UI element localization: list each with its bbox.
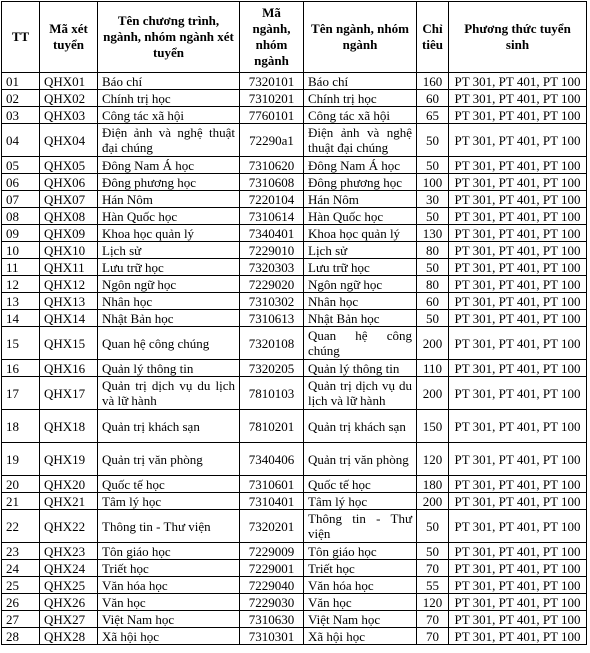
cell-major-code: 7229009 bbox=[240, 543, 304, 560]
cell-method: PT 301, PT 401, PT 100 bbox=[449, 259, 587, 276]
cell-quota: 30 bbox=[417, 191, 449, 208]
cell-tt: 06 bbox=[2, 174, 40, 191]
cell-major-code: 7340406 bbox=[240, 443, 304, 476]
cell-method: PT 301, PT 401, PT 100 bbox=[449, 276, 587, 293]
cell-code: QHX27 bbox=[40, 611, 98, 628]
cell-major: Đông phương học bbox=[304, 174, 417, 191]
cell-program: Việt Nam học bbox=[98, 611, 240, 628]
cell-major: Hán Nôm bbox=[304, 191, 417, 208]
header-program: Tên chương trình, ngành, nhóm ngành xét tuyển bbox=[98, 2, 240, 73]
cell-major: Nhật Bản học bbox=[304, 310, 417, 327]
cell-code: QHX21 bbox=[40, 493, 98, 510]
cell-tt: 21 bbox=[2, 493, 40, 510]
cell-quota: 50 bbox=[417, 310, 449, 327]
table-row bbox=[2, 293, 587, 310]
cell-tt: 03 bbox=[2, 107, 40, 124]
cell-tt: 12 bbox=[2, 276, 40, 293]
cell-tt: 27 bbox=[2, 611, 40, 628]
cell-major-code: 7310301 bbox=[240, 628, 304, 645]
cell-major-code: 7320101 bbox=[240, 73, 304, 90]
cell-major: Quản lý thông tin bbox=[304, 360, 417, 377]
cell-program: Nhân học bbox=[98, 293, 240, 310]
cell-tt: 09 bbox=[2, 225, 40, 242]
cell-code: QHX05 bbox=[40, 157, 98, 174]
cell-program: Đông phương học bbox=[98, 174, 240, 191]
cell-quota: 200 bbox=[417, 493, 449, 510]
cell-quota: 50 bbox=[417, 124, 449, 157]
cell-major-code: 7229030 bbox=[240, 594, 304, 611]
cell-major-code: 7229020 bbox=[240, 276, 304, 293]
cell-tt: 28 bbox=[2, 628, 40, 645]
cell-quota: 120 bbox=[417, 594, 449, 611]
cell-code: QHX04 bbox=[40, 124, 98, 157]
cell-tt: 08 bbox=[2, 208, 40, 225]
cell-quota: 200 bbox=[417, 377, 449, 410]
cell-tt: 15 bbox=[2, 327, 40, 360]
cell-program: Lưu trữ học bbox=[98, 259, 240, 276]
table-body bbox=[2, 73, 587, 645]
cell-major-code: 7320205 bbox=[240, 360, 304, 377]
cell-quota: 70 bbox=[417, 560, 449, 577]
cell-code: QHX25 bbox=[40, 577, 98, 594]
table-row bbox=[2, 276, 587, 293]
cell-code: QHX17 bbox=[40, 377, 98, 410]
table-row bbox=[2, 157, 587, 174]
cell-method: PT 301, PT 401, PT 100 bbox=[449, 493, 587, 510]
cell-program: Quản lý thông tin bbox=[98, 360, 240, 377]
cell-method: PT 301, PT 401, PT 100 bbox=[449, 191, 587, 208]
cell-major: Quốc tế học bbox=[304, 476, 417, 493]
cell-program: Quản trị dịch vụ du lịch và lữ hành bbox=[98, 377, 240, 410]
cell-program: Quốc tế học bbox=[98, 476, 240, 493]
cell-major-code: 7310201 bbox=[240, 90, 304, 107]
table-row bbox=[2, 191, 587, 208]
cell-major: Chính trị học bbox=[304, 90, 417, 107]
cell-method: PT 301, PT 401, PT 100 bbox=[449, 242, 587, 259]
cell-major-code: 7310614 bbox=[240, 208, 304, 225]
cell-major-code: 7320108 bbox=[240, 327, 304, 360]
table-row bbox=[2, 360, 587, 377]
cell-quota: 180 bbox=[417, 476, 449, 493]
cell-program: Quan hệ công chúng bbox=[98, 327, 240, 360]
cell-tt: 19 bbox=[2, 443, 40, 476]
cell-major: Văn hóa học bbox=[304, 577, 417, 594]
cell-quota: 50 bbox=[417, 259, 449, 276]
cell-method: PT 301, PT 401, PT 100 bbox=[449, 73, 587, 90]
cell-code: QHX10 bbox=[40, 242, 98, 259]
cell-program: Văn học bbox=[98, 594, 240, 611]
cell-method: PT 301, PT 401, PT 100 bbox=[449, 90, 587, 107]
cell-major-code: 7760101 bbox=[240, 107, 304, 124]
cell-major-code: 7340401 bbox=[240, 225, 304, 242]
cell-tt: 20 bbox=[2, 476, 40, 493]
cell-major: Lịch sử bbox=[304, 242, 417, 259]
table-row bbox=[2, 377, 587, 410]
cell-major-code: 7810201 bbox=[240, 410, 304, 443]
cell-major: Quan hệ công chúng bbox=[304, 327, 417, 360]
cell-program: Công tác xã hội bbox=[98, 107, 240, 124]
cell-quota: 120 bbox=[417, 443, 449, 476]
cell-tt: 05 bbox=[2, 157, 40, 174]
cell-program: Quản trị khách sạn bbox=[98, 410, 240, 443]
cell-major: Hàn Quốc học bbox=[304, 208, 417, 225]
cell-method: PT 301, PT 401, PT 100 bbox=[449, 225, 587, 242]
cell-method: PT 301, PT 401, PT 100 bbox=[449, 443, 587, 476]
cell-quota: 70 bbox=[417, 611, 449, 628]
cell-program: Văn hóa học bbox=[98, 577, 240, 594]
cell-method: PT 301, PT 401, PT 100 bbox=[449, 476, 587, 493]
table-row bbox=[2, 443, 587, 476]
cell-major: Báo chí bbox=[304, 73, 417, 90]
cell-major: Công tác xã hội bbox=[304, 107, 417, 124]
cell-code: QHX12 bbox=[40, 276, 98, 293]
table-row bbox=[2, 259, 587, 276]
table-row bbox=[2, 560, 587, 577]
cell-major: Điện ảnh và nghệ thuật đại chúng bbox=[304, 124, 417, 157]
table-row bbox=[2, 628, 587, 645]
cell-major-code: 7229010 bbox=[240, 242, 304, 259]
cell-program: Triết học bbox=[98, 560, 240, 577]
cell-quota: 65 bbox=[417, 107, 449, 124]
cell-method: PT 301, PT 401, PT 100 bbox=[449, 327, 587, 360]
table-row bbox=[2, 107, 587, 124]
cell-method: PT 301, PT 401, PT 100 bbox=[449, 628, 587, 645]
cell-major-code: 7320201 bbox=[240, 510, 304, 543]
cell-tt: 26 bbox=[2, 594, 40, 611]
cell-major-code: 72290a1 bbox=[240, 124, 304, 157]
cell-tt: 13 bbox=[2, 293, 40, 310]
header-major: Tên ngành, nhóm ngành bbox=[304, 2, 417, 73]
cell-quota: 110 bbox=[417, 360, 449, 377]
cell-tt: 24 bbox=[2, 560, 40, 577]
cell-major: Văn học bbox=[304, 594, 417, 611]
cell-method: PT 301, PT 401, PT 100 bbox=[449, 293, 587, 310]
cell-major: Ngôn ngữ học bbox=[304, 276, 417, 293]
header-tt: TT bbox=[2, 2, 40, 73]
cell-major: Xã hội học bbox=[304, 628, 417, 645]
cell-method: PT 301, PT 401, PT 100 bbox=[449, 124, 587, 157]
header-row bbox=[2, 2, 587, 73]
cell-method: PT 301, PT 401, PT 100 bbox=[449, 560, 587, 577]
cell-method: PT 301, PT 401, PT 100 bbox=[449, 174, 587, 191]
header-quota: Chỉ tiêu bbox=[417, 2, 449, 73]
cell-method: PT 301, PT 401, PT 100 bbox=[449, 360, 587, 377]
cell-quota: 100 bbox=[417, 174, 449, 191]
cell-major-code: 7310601 bbox=[240, 476, 304, 493]
cell-quota: 60 bbox=[417, 293, 449, 310]
cell-code: QHX20 bbox=[40, 476, 98, 493]
cell-method: PT 301, PT 401, PT 100 bbox=[449, 310, 587, 327]
cell-program: Nhật Bản học bbox=[98, 310, 240, 327]
cell-major: Đông Nam Á học bbox=[304, 157, 417, 174]
cell-code: QHX24 bbox=[40, 560, 98, 577]
cell-quota: 160 bbox=[417, 73, 449, 90]
cell-code: QHX02 bbox=[40, 90, 98, 107]
cell-tt: 23 bbox=[2, 543, 40, 560]
cell-code: QHX18 bbox=[40, 410, 98, 443]
cell-major-code: 7229040 bbox=[240, 577, 304, 594]
table-row bbox=[2, 577, 587, 594]
cell-major: Thông tin - Thư viện bbox=[304, 510, 417, 543]
cell-quota: 60 bbox=[417, 90, 449, 107]
cell-quota: 70 bbox=[417, 628, 449, 645]
cell-method: PT 301, PT 401, PT 100 bbox=[449, 410, 587, 443]
cell-major: Quản trị văn phòng bbox=[304, 443, 417, 476]
table-row bbox=[2, 327, 587, 360]
cell-tt: 10 bbox=[2, 242, 40, 259]
table-row bbox=[2, 493, 587, 510]
cell-code: QHX06 bbox=[40, 174, 98, 191]
table-row bbox=[2, 225, 587, 242]
cell-quota: 50 bbox=[417, 208, 449, 225]
cell-method: PT 301, PT 401, PT 100 bbox=[449, 594, 587, 611]
cell-quota: 130 bbox=[417, 225, 449, 242]
cell-code: QHX09 bbox=[40, 225, 98, 242]
cell-quota: 80 bbox=[417, 276, 449, 293]
table-row bbox=[2, 510, 587, 543]
cell-method: PT 301, PT 401, PT 100 bbox=[449, 157, 587, 174]
cell-major-code: 7310401 bbox=[240, 493, 304, 510]
cell-tt: 17 bbox=[2, 377, 40, 410]
cell-code: QHX23 bbox=[40, 543, 98, 560]
cell-program: Điện ảnh và nghệ thuật đại chúng bbox=[98, 124, 240, 157]
cell-quota: 50 bbox=[417, 543, 449, 560]
cell-program: Khoa học quản lý bbox=[98, 225, 240, 242]
cell-major: Quản trị khách sạn bbox=[304, 410, 417, 443]
cell-program: Tôn giáo học bbox=[98, 543, 240, 560]
header-method: Phương thức tuyển sinh bbox=[449, 2, 587, 73]
cell-code: QHX15 bbox=[40, 327, 98, 360]
cell-major-code: 7229001 bbox=[240, 560, 304, 577]
table-row bbox=[2, 73, 587, 90]
cell-code: QHX03 bbox=[40, 107, 98, 124]
cell-major-code: 7810103 bbox=[240, 377, 304, 410]
cell-tt: 02 bbox=[2, 90, 40, 107]
cell-method: PT 301, PT 401, PT 100 bbox=[449, 611, 587, 628]
cell-major-code: 7310630 bbox=[240, 611, 304, 628]
table-row bbox=[2, 611, 587, 628]
cell-major-code: 7310613 bbox=[240, 310, 304, 327]
cell-tt: 07 bbox=[2, 191, 40, 208]
cell-method: PT 301, PT 401, PT 100 bbox=[449, 107, 587, 124]
cell-program: Báo chí bbox=[98, 73, 240, 90]
cell-program: Lịch sử bbox=[98, 242, 240, 259]
table-row bbox=[2, 174, 587, 191]
table-row bbox=[2, 310, 587, 327]
cell-program: Ngôn ngữ học bbox=[98, 276, 240, 293]
header-major-code: Mã ngành, nhóm ngành bbox=[240, 2, 304, 73]
cell-major: Triết học bbox=[304, 560, 417, 577]
cell-code: QHX01 bbox=[40, 73, 98, 90]
cell-tt: 01 bbox=[2, 73, 40, 90]
cell-program: Thông tin - Thư viện bbox=[98, 510, 240, 543]
cell-tt: 18 bbox=[2, 410, 40, 443]
cell-tt: 11 bbox=[2, 259, 40, 276]
cell-major: Lưu trữ học bbox=[304, 259, 417, 276]
cell-program: Quản trị văn phòng bbox=[98, 443, 240, 476]
cell-major: Tôn giáo học bbox=[304, 543, 417, 560]
cell-method: PT 301, PT 401, PT 100 bbox=[449, 377, 587, 410]
cell-tt: 14 bbox=[2, 310, 40, 327]
cell-major: Việt Nam học bbox=[304, 611, 417, 628]
cell-tt: 25 bbox=[2, 577, 40, 594]
cell-code: QHX13 bbox=[40, 293, 98, 310]
cell-program: Hàn Quốc học bbox=[98, 208, 240, 225]
table-row bbox=[2, 476, 587, 493]
cell-quota: 80 bbox=[417, 242, 449, 259]
cell-code: QHX28 bbox=[40, 628, 98, 645]
table-row bbox=[2, 124, 587, 157]
cell-program: Hán Nôm bbox=[98, 191, 240, 208]
cell-major-code: 7310620 bbox=[240, 157, 304, 174]
cell-quota: 55 bbox=[417, 577, 449, 594]
cell-method: PT 301, PT 401, PT 100 bbox=[449, 208, 587, 225]
table-row bbox=[2, 543, 587, 560]
cell-code: QHX14 bbox=[40, 310, 98, 327]
cell-method: PT 301, PT 401, PT 100 bbox=[449, 510, 587, 543]
cell-program: Chính trị học bbox=[98, 90, 240, 107]
cell-code: QHX07 bbox=[40, 191, 98, 208]
table-row bbox=[2, 90, 587, 107]
cell-tt: 04 bbox=[2, 124, 40, 157]
table-row bbox=[2, 410, 587, 443]
cell-code: QHX08 bbox=[40, 208, 98, 225]
admissions-table bbox=[1, 1, 587, 645]
cell-tt: 22 bbox=[2, 510, 40, 543]
table-row bbox=[2, 594, 587, 611]
cell-code: QHX22 bbox=[40, 510, 98, 543]
table-header bbox=[2, 2, 587, 73]
cell-major: Khoa học quản lý bbox=[304, 225, 417, 242]
cell-major: Tâm lý học bbox=[304, 493, 417, 510]
cell-program: Tâm lý học bbox=[98, 493, 240, 510]
table-row bbox=[2, 208, 587, 225]
cell-major-code: 7310302 bbox=[240, 293, 304, 310]
cell-code: QHX16 bbox=[40, 360, 98, 377]
cell-major-code: 7320303 bbox=[240, 259, 304, 276]
cell-code: QHX26 bbox=[40, 594, 98, 611]
cell-method: PT 301, PT 401, PT 100 bbox=[449, 577, 587, 594]
cell-tt: 16 bbox=[2, 360, 40, 377]
cell-program: Xã hội học bbox=[98, 628, 240, 645]
cell-quota: 200 bbox=[417, 327, 449, 360]
cell-major-code: 7310608 bbox=[240, 174, 304, 191]
cell-major: Nhân học bbox=[304, 293, 417, 310]
cell-code: QHX19 bbox=[40, 443, 98, 476]
header-code: Mã xét tuyển bbox=[40, 2, 98, 73]
cell-method: PT 301, PT 401, PT 100 bbox=[449, 543, 587, 560]
cell-major-code: 7220104 bbox=[240, 191, 304, 208]
cell-quota: 50 bbox=[417, 510, 449, 543]
cell-quota: 50 bbox=[417, 157, 449, 174]
cell-code: QHX11 bbox=[40, 259, 98, 276]
cell-quota: 150 bbox=[417, 410, 449, 443]
cell-program: Đông Nam Á học bbox=[98, 157, 240, 174]
cell-major: Quản trị dịch vụ du lịch và lữ hành bbox=[304, 377, 417, 410]
table-row bbox=[2, 242, 587, 259]
